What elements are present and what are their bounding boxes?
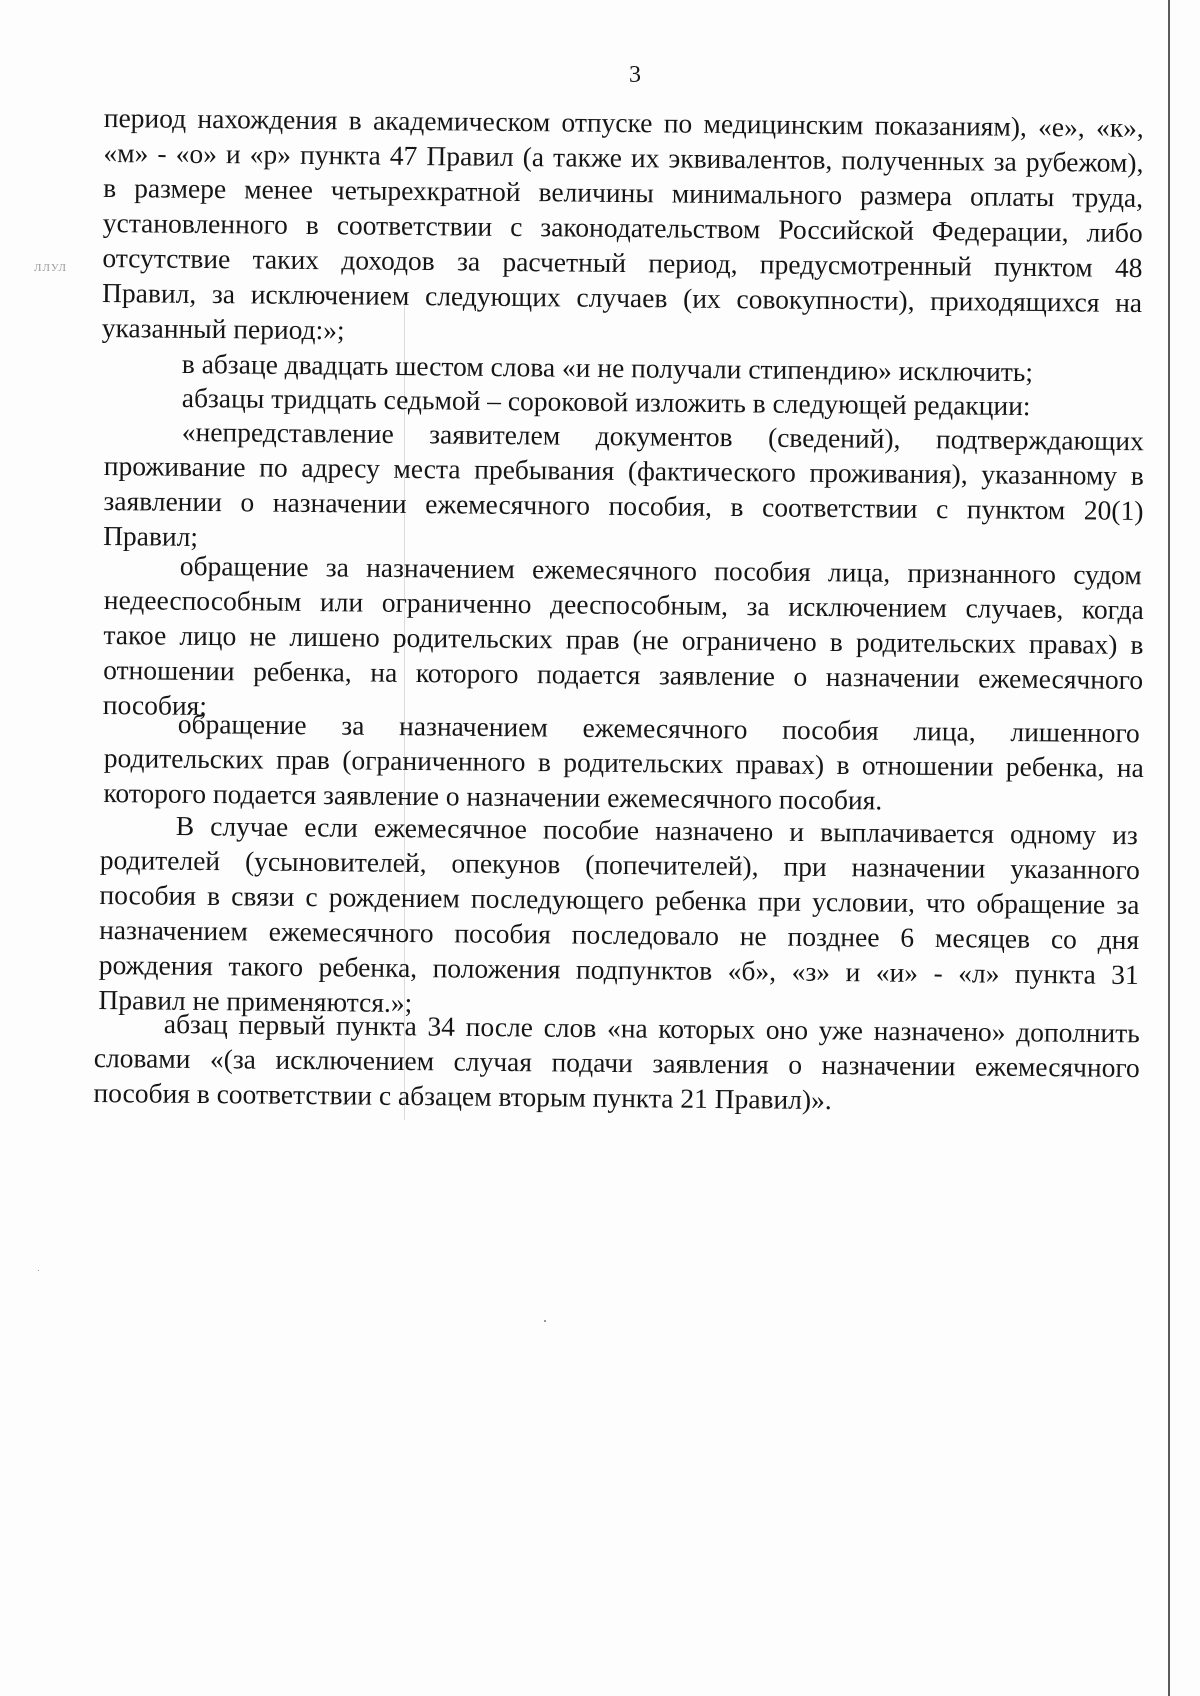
text-line: установленного в соответствии с законодательством Российской Федерации, либо [102,206,1143,248]
paragraph-continuation [102,100,1144,355]
scan-edge-line [1168,0,1170,1696]
text-line: в абзаце двадцать шестом слова «и не получали стипендию» исключить; [181,347,1034,388]
text-line: обращение за назначением ежемесячного пособия лица, признанного судом [179,549,1142,591]
paragraph-v-sluchae [98,842,1140,1027]
text-line: отсутствие таких доходов за расчетный период, предусмотренный пунктом 48 [102,241,1143,283]
scan-speck [544,1320,546,1322]
text-line: пособия в связи с рождением последующего ребенка при условии, что обращение за [99,878,1140,920]
text-line: словами «(за исключением случая подачи заявления о назначении ежемесячного [93,1041,1140,1084]
text-line: период нахождения в академическом отпуске по медицинским показаниям), «е», «к», [103,101,1144,143]
paragraph-nepredstavlenie [103,448,1144,563]
text-line: указанный период:»; [101,311,345,346]
text-line: Правил, за исключением следующих случаев (их совокупности), приходящихся на [102,276,1143,318]
text-line: пособия; [102,688,208,721]
scan-speck [38,1270,39,1271]
text-line: В случае если ежемесячное пособие назначено и выплачивается одному из [175,809,1138,851]
text-line: Правил; [103,519,199,552]
text-line: родительских прав (ограниченного в родительских правах) в отношении ребенка, на [103,741,1144,783]
text-line: недееспособным или ограниченно дееспособным, за исключением случаев, когда [103,583,1144,625]
text-line: назначением ежемесячного пособия последовало не позднее 6 месяцев со дня [99,913,1140,955]
text-line: «м» - «о» и «р» пункта 47 Правил (а также их эквивалентов, полученных за рубежом), [103,136,1144,178]
text-line: абзац первый пункта 34 после слов «на которых оно уже назначено» дополнить [163,1007,1140,1049]
page-number: 3 [629,62,641,88]
text-line: Правил не применяются.»; [98,983,413,1019]
text-line: такое лицо не лишено родительских прав (не ограничено в родительских правах) в [103,618,1144,660]
text-line: заявлении о назначении ежемесячного пособия, в соответствии с пунктом 20(1) [103,484,1144,526]
text-line: абзацы тридцать седьмой – сороковой изложить в следующей редакции: [181,381,1031,422]
text-line: «непредставление заявителем документов (сведений), подтверждающих [181,415,1144,457]
text-line: пособия в соответствии с абзацем вторым пункта 21 Правил)». [93,1076,832,1116]
text-line: проживание по адресу места пребывания (фактического проживания), указанному в [103,449,1144,491]
text-line: родителей (усыновителей, опекунов (попечителей), при назначении указанного [99,843,1140,885]
paragraph-punkt-34 [93,1040,1140,1120]
text-line: обращение за назначением ежемесячного пособия лица, лишенного [177,707,1140,749]
margin-stamp: ЛЛУЛ [34,262,67,274]
text-line: которого подается заявление о назначении ежемесячного пособия. [103,776,883,816]
text-line: в размере менее четырехкратной величины минимального размера оплаты труда, [103,171,1144,213]
text-line: рождения такого ребенка, положения подпунктов «б», «з» и «и» - «л» пункта 31 [98,948,1139,990]
text-line: отношении ребенка, на которого подается заявление о назначении ежемесячного [103,653,1144,695]
